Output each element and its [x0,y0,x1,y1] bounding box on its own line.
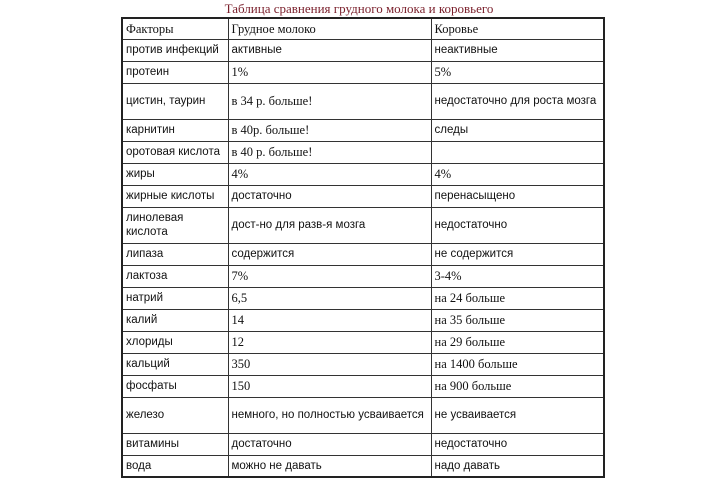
table-row [122,287,604,309]
factor-cell: кальций [122,353,228,375]
table-row [122,61,604,83]
breast-milk-cell: 14 [228,309,431,331]
table-row [122,309,604,331]
breast-milk-cell: немного, но полностью усваивается [228,397,431,433]
breast-milk-cell: 350 [228,353,431,375]
cow-milk-cell: перенасыщено [431,185,604,207]
table-row [122,119,604,141]
cow-milk-cell: 4% [431,163,604,185]
factor-cell: против инфекций [122,39,228,61]
breast-milk-cell: в 40 р. больше! [228,141,431,163]
cow-milk-cell [431,141,604,163]
header-row [122,18,604,39]
table-row [122,185,604,207]
table-row [122,331,604,353]
factor-cell: вода [122,455,228,477]
cow-milk-cell: недостаточно [431,433,604,455]
factor-cell: липаза [122,243,228,265]
cow-milk-cell: следы [431,119,604,141]
factor-cell: жирные кислоты [122,185,228,207]
header-cell-cow-milk: Коровье [431,18,604,39]
table-title: Таблица сравнения грудного молока и коровьего [224,1,494,16]
cow-milk-cell: неактивные [431,39,604,61]
header-cell-factors: Факторы [122,18,228,39]
breast-milk-cell: 1% [228,61,431,83]
breast-milk-cell: дост-но для разв-я мозга [228,207,431,243]
cow-milk-cell: на 1400 больше [431,353,604,375]
table-row [122,433,604,455]
table-row [122,397,604,433]
comparison-table [121,17,605,478]
breast-milk-cell: активные [228,39,431,61]
header-cell-breast-milk: Грудное молоко [228,18,431,39]
factor-cell: линолевая кислота [122,207,228,243]
breast-milk-cell: содержится [228,243,431,265]
table-row [122,375,604,397]
breast-milk-cell: 12 [228,331,431,353]
breast-milk-cell: 4% [228,163,431,185]
cow-milk-cell: недостаточно для роста мозга [431,83,604,119]
breast-milk-cell: в 34 р. больше! [228,83,431,119]
factor-cell: жиры [122,163,228,185]
cow-milk-cell: не содержится [431,243,604,265]
factor-cell: оротовая кислота [122,141,228,163]
breast-milk-cell: достаточно [228,433,431,455]
breast-milk-cell: достаточно [228,185,431,207]
table-row [122,207,604,243]
table-row [122,39,604,61]
breast-milk-cell: в 40р. больше! [228,119,431,141]
breast-milk-cell: 150 [228,375,431,397]
factor-cell: калий [122,309,228,331]
factor-cell: железо [122,397,228,433]
cow-milk-cell: не усваивается [431,397,604,433]
cow-milk-cell: 3-4% [431,265,604,287]
cow-milk-cell: надо давать [431,455,604,477]
breast-milk-cell: можно не давать [228,455,431,477]
cow-milk-cell: 5% [431,61,604,83]
cow-milk-cell: на 35 больше [431,309,604,331]
factor-cell: хлориды [122,331,228,353]
factor-cell: лактоза [122,265,228,287]
factor-cell: натрий [122,287,228,309]
factor-cell: карнитин [122,119,228,141]
factor-cell: протеин [122,61,228,83]
cow-milk-cell: на 24 больше [431,287,604,309]
factor-cell: цистин, таурин [122,83,228,119]
cow-milk-cell: на 900 больше [431,375,604,397]
table-row [122,141,604,163]
breast-milk-cell: 7% [228,265,431,287]
table-row [122,265,604,287]
cow-milk-cell: на 29 больше [431,331,604,353]
factor-cell: витамины [122,433,228,455]
table-row [122,163,604,185]
table-row [122,83,604,119]
table-row [122,243,604,265]
table-row [122,455,604,477]
cow-milk-cell: недостаточно [431,207,604,243]
table-row [122,353,604,375]
factor-cell: фосфаты [122,375,228,397]
breast-milk-cell: 6,5 [228,287,431,309]
